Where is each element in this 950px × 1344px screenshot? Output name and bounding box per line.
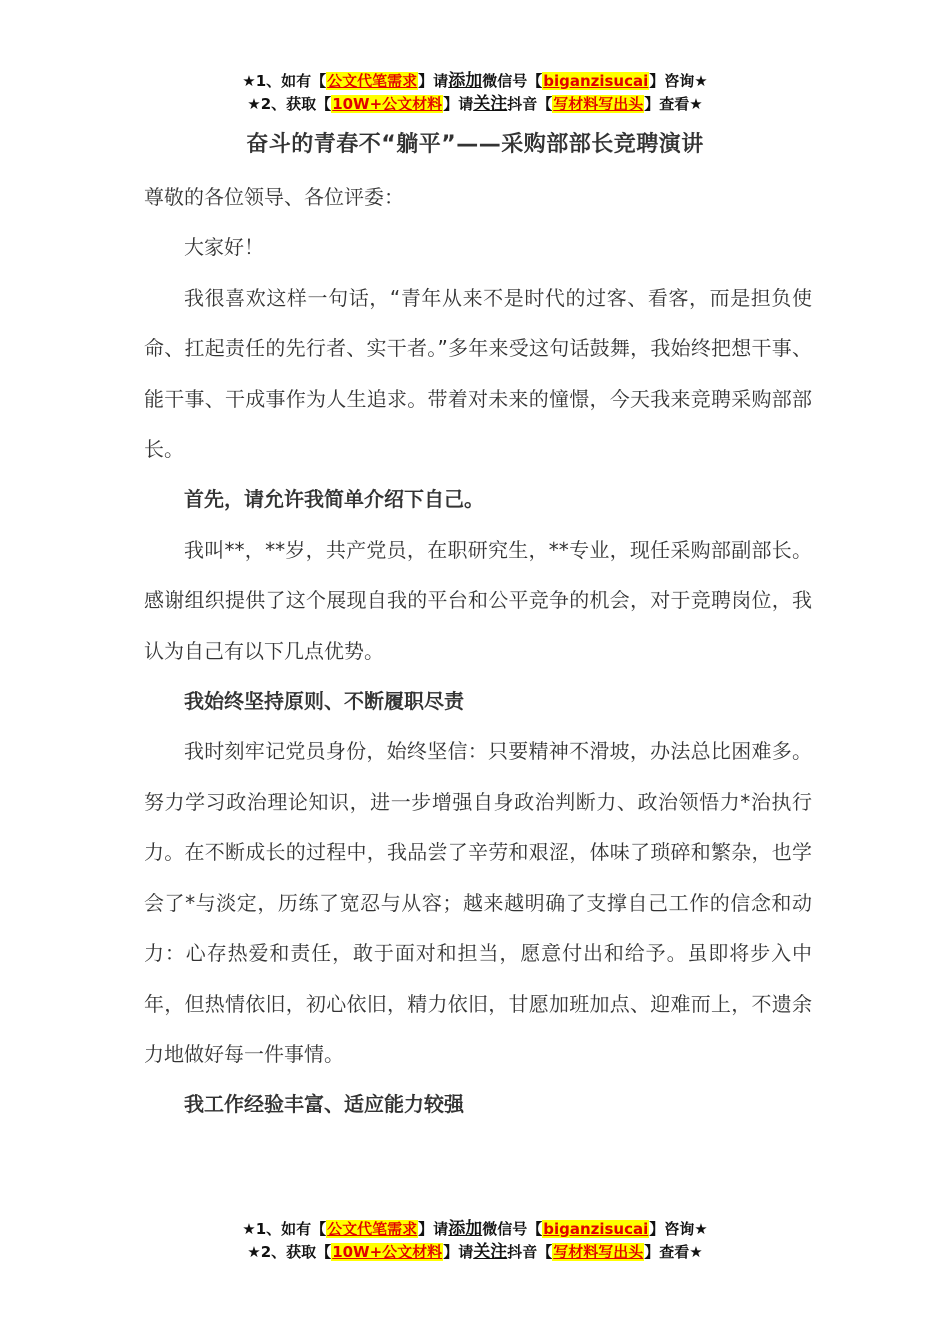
promo-banner-bottom [0,1218,950,1264]
promo-text: 】查看★ [644,95,703,113]
promo-highlight-service: 公文代笔需求 [327,72,418,90]
salutation: 尊敬的各位领导、各位评委： [144,185,404,209]
section-heading-principles: 我始终坚持原则、不断履职尽责 [184,689,464,714]
paragraph-principles: 我时刻牢记党员身份，始终坚信：只要精神不滑坡，办法总比困难多。努力学习政治理论知识，进一步增强自身政治判断力、政治领悟力*治执行力。在不断成长的过程中，我品尝了辛劳和艰涩，体味了琐碎和繁杂，也学会了*与淡定，历练了宽忍与从容；越来越明确了支撑自己工作的信念和动力：心存热爱和责任，敢于面对和担当，愿意付出和给予。虽即将步入中年，但热情依旧，初心依旧，精力依旧，甘愿加班加点、迎难而上，不遗余力地做好每一件事情。 [144,739,812,1066]
document-title: 奋斗的青春不“躺平”——采购部部长竞聘演讲 [246,132,704,157]
promo-text: 微信号【 [482,1220,543,1238]
promo-highlight-materials: 10W+公文材料 [332,1243,443,1261]
promo-text: 微信号【 [482,72,543,90]
paragraph-self-introduction: 我叫**，**岁，共产党员，在职研究生，**专业，现任采购部副部长。感谢组织提供了这个展现自我的平台和公平竞争的机会，对于竞聘岗位，我认为自己有以下几点优势。 [144,537,812,663]
promo-line-1 [0,70,950,93]
promo-banner-top [0,70,950,116]
paragraph-opening: 我很喜欢这样一句话，“青年从来不是时代的过客、看客，而是担负使命、扛起责任的先行者、实干者。”多年来受这句话鼓舞，我始终把想干事、能干事、干成事作为人生追求。带着对未来的憧憬，今天我来竞聘采购部部长。 [144,285,812,462]
promo-text: 】请 [418,1220,449,1238]
promo-line-2 [0,1241,950,1264]
section-heading-introduction: 首先，请允许我简单介绍下自己。 [184,487,484,512]
promo-text: ★2、获取【 [247,1243,332,1261]
promo-text: 抖音【 [507,95,553,113]
promo-highlight-douyin-account: 写材料写出头 [553,95,644,113]
promo-underlined-word: 添加 [448,71,483,91]
promo-text: 】咨询★ [649,1220,708,1238]
promo-text: ★1、如有【 [242,72,327,90]
promo-text: 】请 [418,72,449,90]
promo-highlight-douyin-account: 写材料写出头 [553,1243,644,1261]
greeting: 大家好！ [184,235,264,260]
promo-underlined-word: 关注 [473,94,508,114]
promo-text: 抖音【 [507,1243,553,1261]
section-heading-experience: 我工作经验丰富、适应能力较强 [184,1092,464,1117]
document-body [144,172,812,1130]
promo-underlined-word: 添加 [448,1219,483,1239]
promo-text: 】查看★ [644,1243,703,1261]
promo-text: 】咨询★ [649,72,708,90]
promo-text: 】请 [443,95,474,113]
promo-highlight-wechat-id: biganzisucai [543,72,649,90]
promo-text: ★2、获取【 [247,95,332,113]
promo-text: ★1、如有【 [242,1220,327,1238]
promo-text: 】请 [443,1243,474,1261]
promo-highlight-service: 公文代笔需求 [327,1220,418,1238]
promo-highlight-wechat-id: biganzisucai [543,1220,649,1238]
promo-line-1 [0,1218,950,1241]
promo-highlight-materials: 10W+公文材料 [332,95,443,113]
promo-underlined-word: 关注 [473,1242,508,1262]
promo-line-2 [0,93,950,116]
